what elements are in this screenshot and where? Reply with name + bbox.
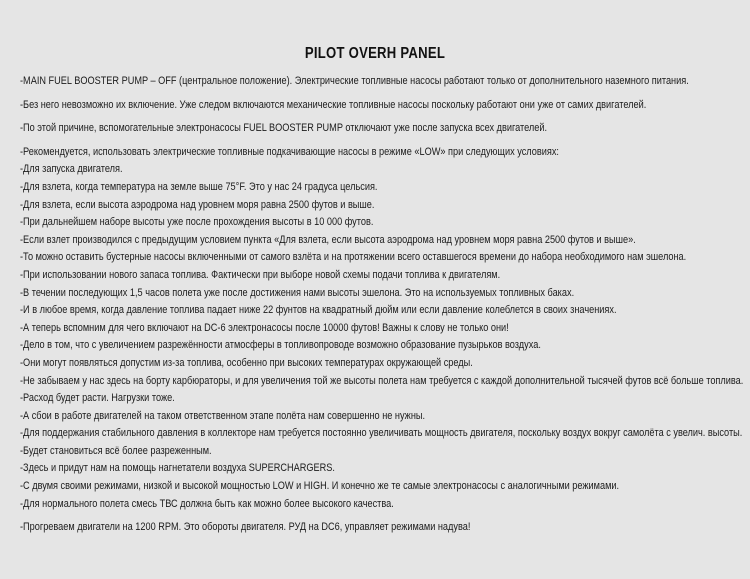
text-line: -При дальнейшем наборе высоты уже после прохождения высоты в 10 000 футов. (20, 216, 374, 229)
text-line: -Здесь и придут нам на помощь нагнетатели воздуха SUPERCHARGERS. (20, 462, 335, 475)
text-line: -Для взлета, если высота аэродрома над уровнем моря равна 2500 футов и выше. (20, 198, 375, 211)
text-line: -С двумя своими режимами, низкой и высокой мощностью LOW и HIGH. И конечно же те самые электронасосы с аналогичными режимами. (20, 480, 620, 493)
text-line: -Они могут появляться допустим из-за топлива, особенно при высоких температурах окружающей среды. (20, 356, 473, 369)
text-line: -Для поддержания стабильного давления в коллекторе нам требуется постоянно увеличивать мощность двигателя, поскольку воздух вокруг самолёта с увелич. высоты. (20, 427, 743, 440)
text-line: -То можно оставить бустерные насосы включенными от самого взлёта и на протяжении всего оставшегося времени до набора необходимого нам эшелона. (20, 251, 687, 264)
document-body (20, 73, 744, 537)
text-line: -Для нормального полета смесь ТВС должна быть как можно более высокого качества. (20, 497, 394, 510)
text-line: -Рекомендуется, использовать электрические топливные подкачивающие насосы в режиме «LOW» при следующих условиях: (20, 145, 559, 158)
text-line: -И в любое время, когда давление топлива падает ниже 22 фунтов на квадратный дюйм или если давление колеблется в своих значениях. (20, 304, 617, 317)
text-line: -По этой причине, вспомогательные электронасосы FUEL BOOSTER PUMP отключают уже после запуска всех двигателей. (20, 122, 548, 135)
text-line: -Без него невозможно их включение. Уже следом включаются механические топливные насосы поскольку работают они уже от самих двигателей. (20, 98, 647, 111)
text-line: -Для запуска двигателя. (20, 163, 123, 176)
text-line: -Для взлета, когда температура на земле выше 75°F. Это у нас 24 градуса цельсия. (20, 180, 378, 193)
text-line: -Прогреваем двигатели на 1200 RPM. Это обороты двигателя. РУД на DC6, управляет режимами надува! (20, 521, 471, 534)
text-line: -Будет становиться всё более разреженным. (20, 444, 212, 457)
text-line: -Дело в том, что с увеличением разрежённости атмосферы в топливопроводе возможно образование пузырьков воздуха. (20, 339, 541, 352)
text-line: -А сбои в работе двигателей на таком ответственном этапе полёта нам совершенно не нужны. (20, 409, 426, 422)
text-line: -Не забываем у нас здесь на борту карбюраторы, и для увеличения той же высоты полета нам требуется с каждой дополнительной тысячей футов всё больше топлива. (20, 374, 744, 387)
text-line: -При использовании нового запаса топлива. Фактически при выборе новой схемы подачи топлива к двигателям. (20, 268, 501, 281)
text-line: -Если взлет производился с предыдущим условием пункта «Для взлета, если высота аэродрома над уровнем моря равна 2500 футов и выше». (20, 233, 636, 246)
text-line: -Расход будет расти. Нагрузки тоже. (20, 392, 175, 405)
text-line: -А теперь вспомним для чего включают на DC-6 электронасосы после 10000 футов! Важны к слову не только они! (20, 321, 509, 334)
text-line: -В течении последующих 1,5 часов полета уже после достижения нами высоты эшелона. Это на используемых топливных баках. (20, 286, 575, 299)
page-title: PILOT OVERH PANEL (304, 45, 446, 62)
text-line: -MAIN FUEL BOOSTER PUMP – OFF (центральное положение). Электрические топливные насосы работают только от дополнительного наземного питания. (20, 75, 689, 87)
